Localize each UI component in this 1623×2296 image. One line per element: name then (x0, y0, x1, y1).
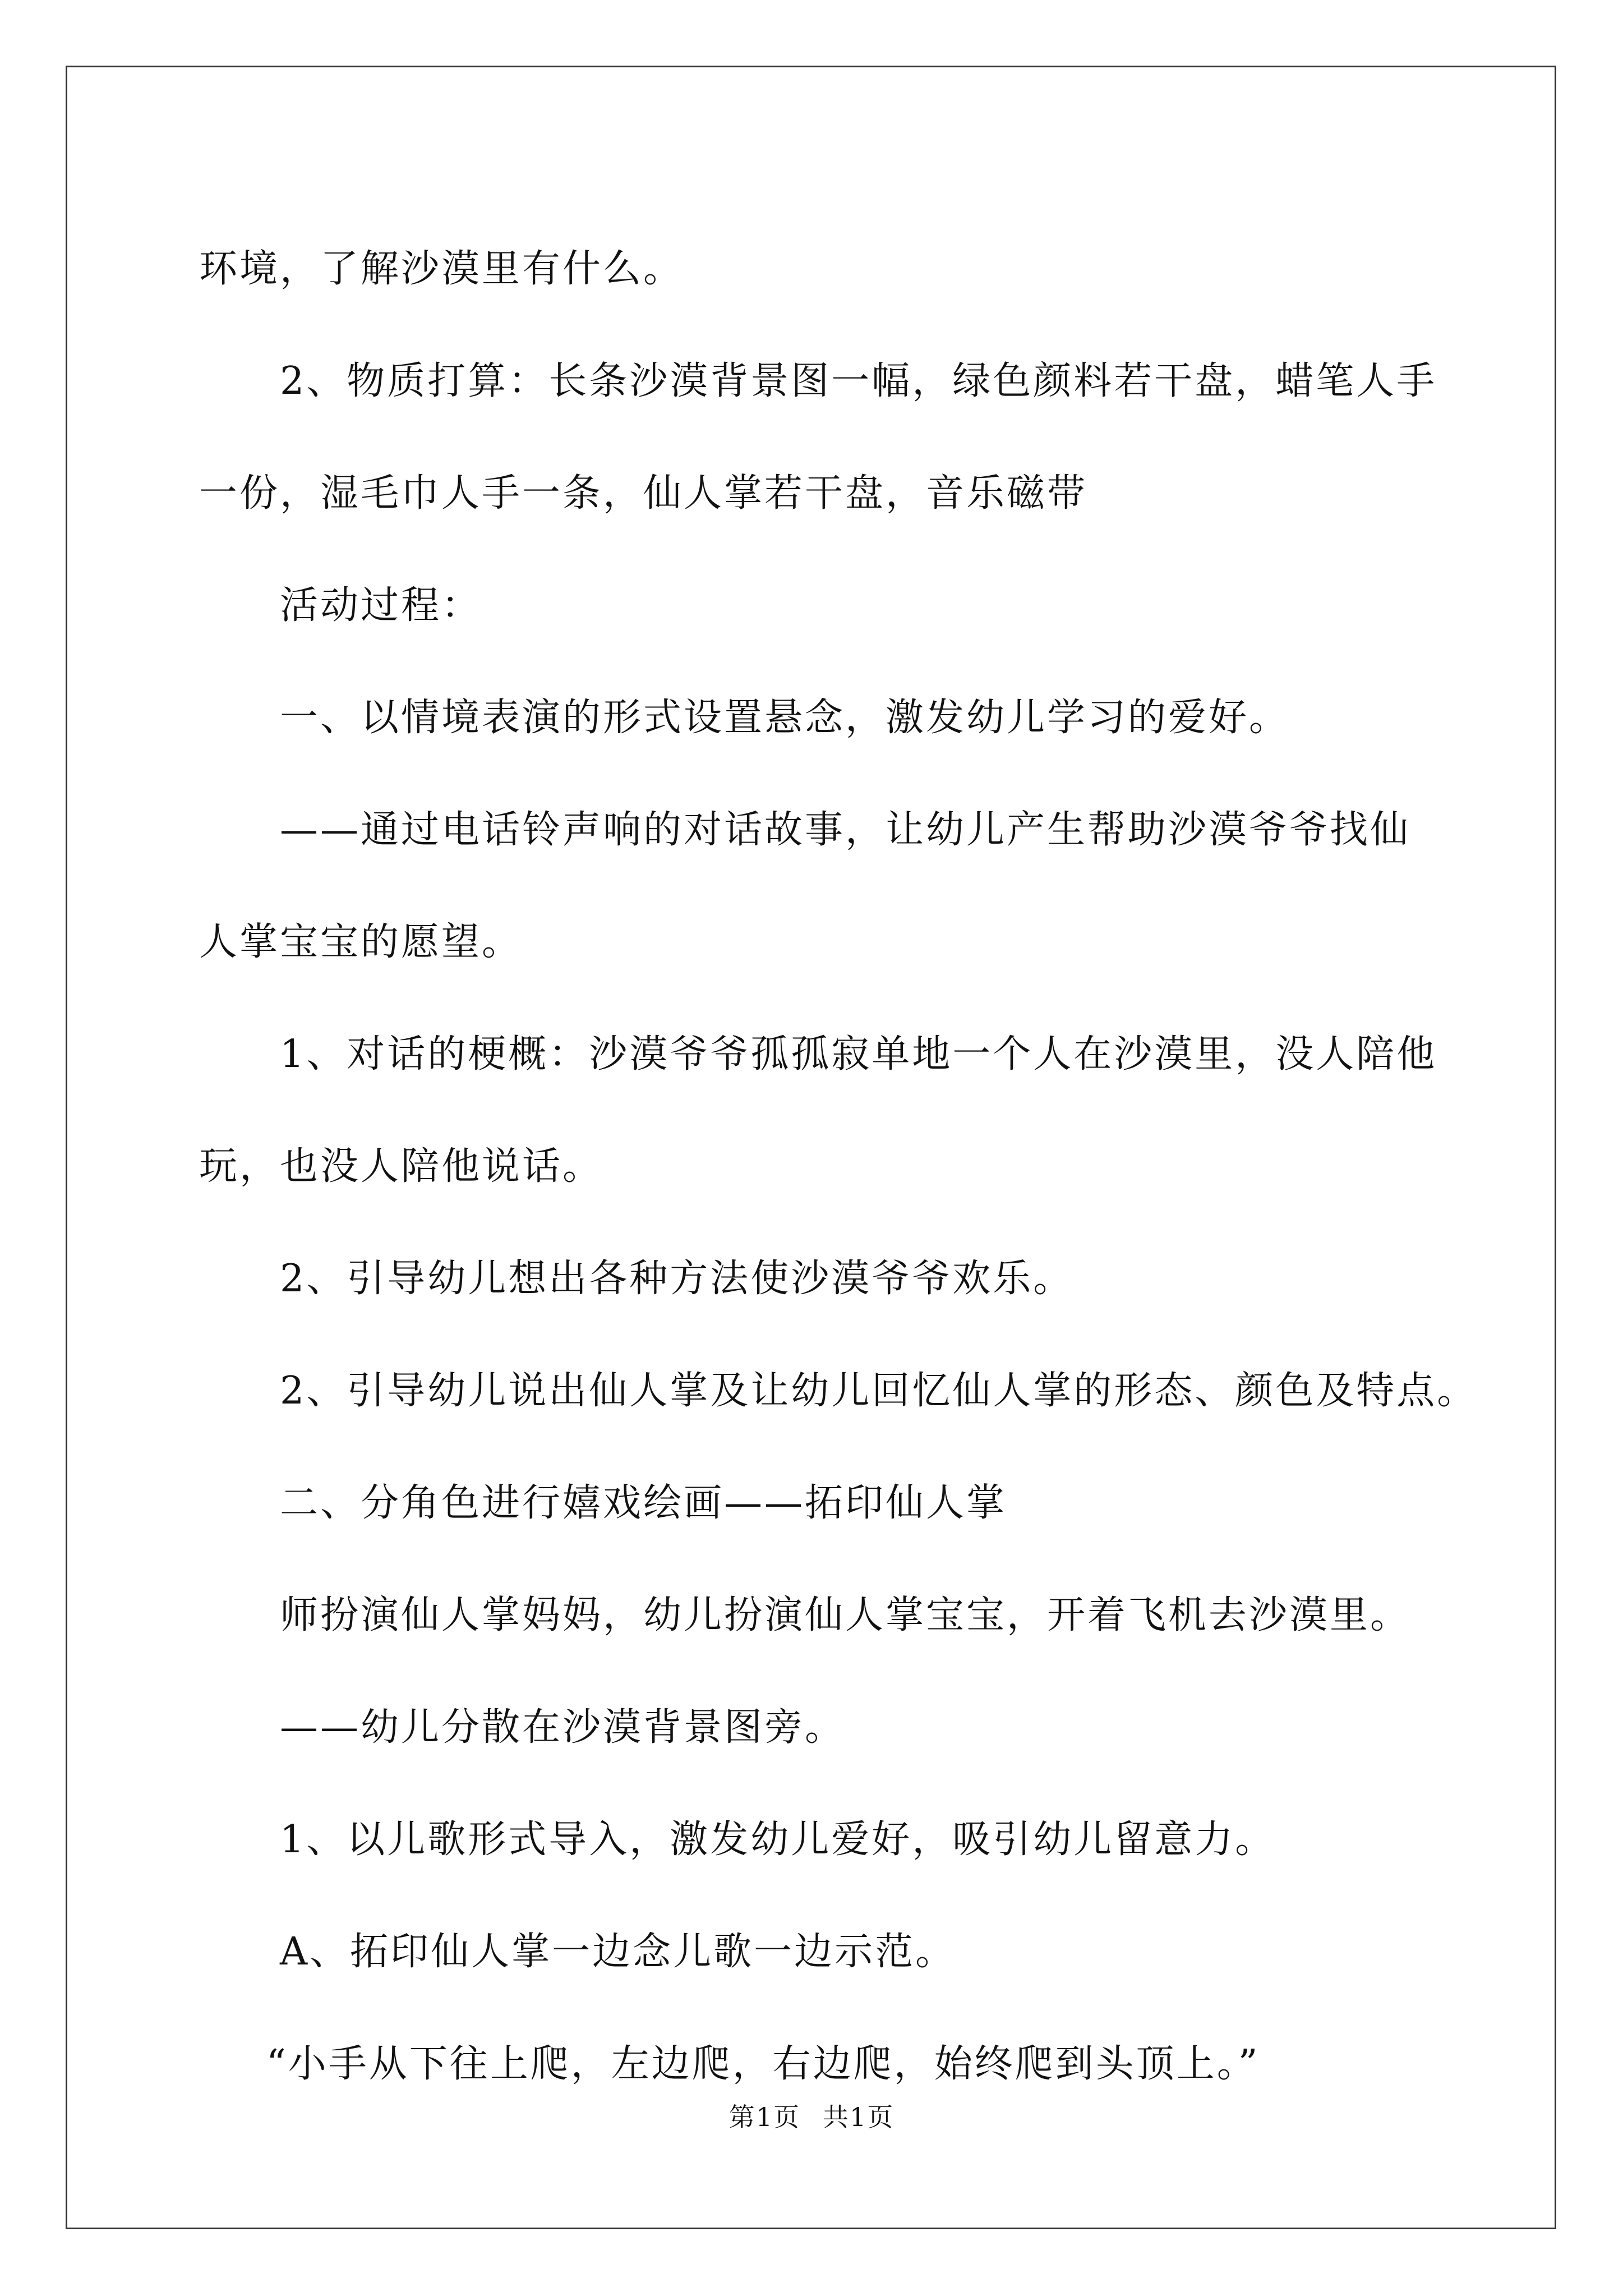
paragraph-continuation: 环境，了解沙漠里有什么。 (199, 247, 684, 291)
paragraph-phone-story-cont: 人掌宝宝的愿望。 (199, 920, 523, 964)
page-footer (0, 2097, 1623, 2134)
paragraph-step-two: 二、分角色进行嬉戏绘画——拓印仙人掌 (280, 1481, 1007, 1525)
paragraph-dialogue-summary: 1、对话的梗概：沙漠爷爷孤孤寂单地一个人在沙漠里，没人陪他 (280, 1032, 1437, 1076)
paragraph-nursery-rhyme: 1、以儿歌形式导入，激发幼儿爱好，吸引幼儿留意力。 (280, 1818, 1276, 1862)
heading-activity-process: 活动过程： (280, 583, 482, 628)
paragraph-rhyme-quote: “小手从下往上爬，左边爬，右边爬，始终爬到头顶上。” (266, 2042, 1260, 2086)
paragraph-dialogue-summary-cont: 玩，也没人陪他说话。 (199, 1144, 603, 1189)
page-total: 共1页 (823, 2102, 895, 2132)
page-number: 第1页 (728, 2102, 800, 2132)
paragraph-guide-methods: 2、引导幼儿想出各种方法使沙漠爷爷欢乐。 (280, 1257, 1074, 1301)
paragraph-materials-cont: 一份，湿毛巾人手一条，仙人掌若干盘，音乐磁带 (199, 471, 1088, 516)
paragraph-step-one: 一、以情境表演的形式设置悬念，激发幼儿学习的爱好。 (280, 696, 1290, 740)
paragraph-phone-story: ——通过电话铃声响的对话故事，让幼儿产生帮助沙漠爷爷找仙 (280, 808, 1411, 852)
paragraph-materials: 2、物质打算：长条沙漠背景图一幅，绿色颜料若干盘，蜡笔人手 (280, 359, 1437, 403)
paragraph-scatter: ——幼儿分散在沙漠背景图旁。 (280, 1705, 846, 1750)
document-body (199, 213, 1478, 2120)
paragraph-role-play: 师扮演仙人掌妈妈，幼儿扮演仙人掌宝宝，开着飞机去沙漠里。 (280, 1593, 1411, 1637)
paragraph-demo: A、拓印仙人掌一边念儿歌一边示范。 (280, 1930, 956, 1974)
paragraph-guide-cactus: 2、引导幼儿说出仙人掌及让幼儿回忆仙人掌的形态、颜色及特点。 (280, 1369, 1478, 1413)
